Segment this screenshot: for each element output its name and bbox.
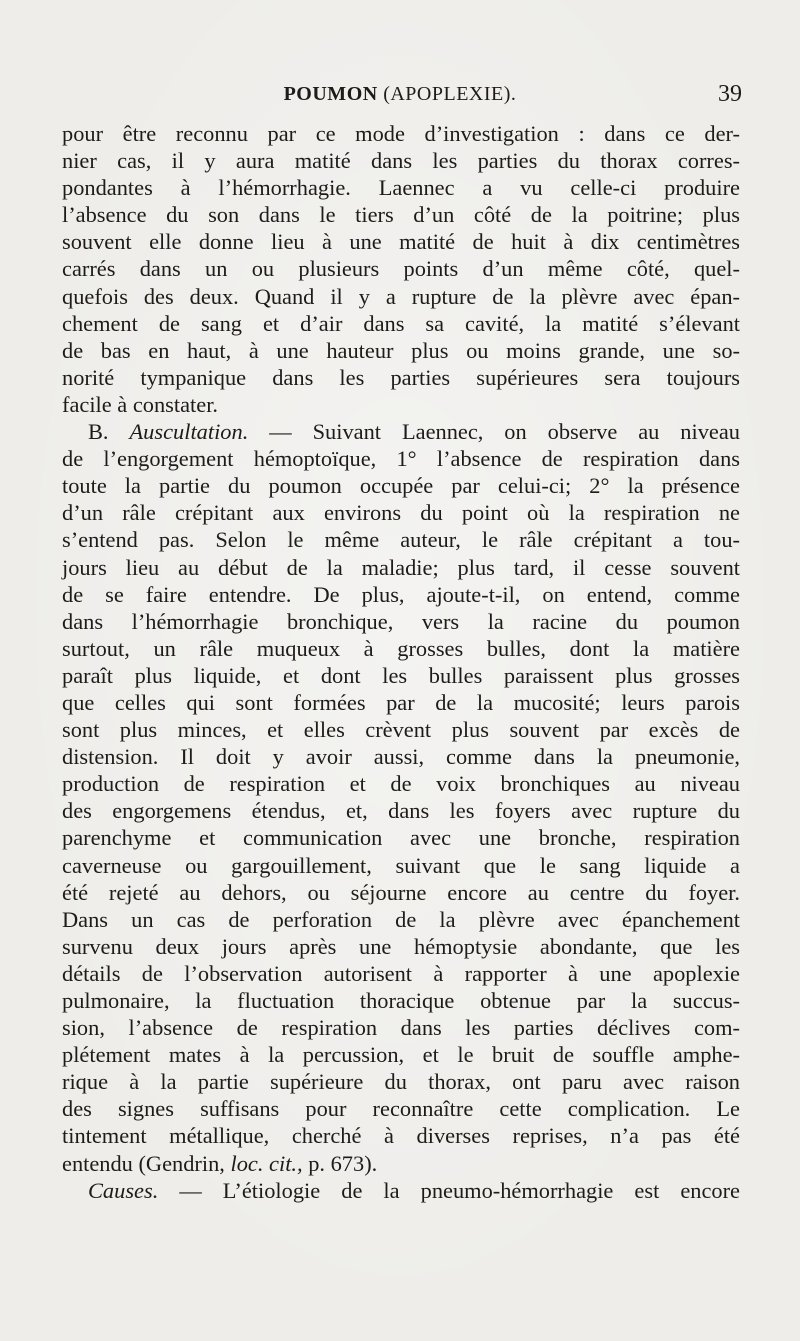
section-heading-causes: Causes. (88, 1177, 159, 1203)
text-line: de se faire entendre. De plus, ajoute-t-il, on entend, comme (62, 581, 740, 607)
text-line: pulmonaire, la fluctuation thoracique obtenue par la succus- (62, 988, 740, 1013)
text-line: chement de sang et d’air dans sa cavité, la matité s’élevant (62, 310, 740, 336)
text-line: parenchyme et communication avec une bronche, respiration (62, 825, 740, 851)
text-line: dans l’hémorrhagie bronchique, vers la racine du poumon (62, 608, 740, 634)
text-line: surtout, un râle muqueux à grosses bulles, dont la matière (62, 635, 740, 661)
body-text (62, 120, 740, 1204)
text-line: l’absence du son dans le tiers d’un côté de la poitrine; plus (62, 202, 740, 228)
text-line: tintement métallique, cherché à diverses reprises, n’a pas été (62, 1123, 740, 1149)
text-line: sont plus minces, et elles crèvent plus souvent par excès de (62, 717, 740, 743)
text-line: distension. Il doit y avoir aussi, comme dans la pneumonie, (62, 744, 740, 770)
paragraph-auscultation (62, 418, 740, 1177)
text-line: nier cas, il y aura matité dans les parties du thorax corres- (62, 148, 740, 174)
text-line: des engorgemens étendus, et, dans les foyers avec rupture du (62, 798, 740, 824)
text-line (62, 1177, 740, 1204)
text-line (62, 1150, 740, 1177)
text-line: facile à constater. (62, 391, 219, 417)
paragraph-continuation (62, 120, 740, 418)
text-line: pondantes à l’hémorrhagie. Laennec a vu celle-ci produire (62, 175, 740, 201)
section-heading-auscultation: Auscultation. (129, 419, 249, 445)
text-line: de bas en haut, à une hauteur plus ou moins grande, une so- (62, 337, 740, 363)
text-run: — Suivant Laennec, on observe au niveau (248, 419, 740, 445)
running-title (0, 83, 800, 106)
text-line: caverneuse ou gargouillement, suivant que le sang liquide a (62, 852, 740, 878)
text-line: souvent elle donne lieu à une matité de huit à dix centimètres (62, 229, 740, 255)
text-line: carrés dans un ou plusieurs points d’un même côté, quel- (62, 256, 740, 282)
text-line: détails de l’observation autorisent à rapporter à une apoplexie (62, 960, 740, 986)
text-run: p. 673). (302, 1150, 378, 1176)
text-line: paraît plus liquide, et dont les bulles paraissent plus grosses (62, 662, 740, 688)
running-title-subtitle: (APOPLEXIE). (383, 83, 517, 105)
text-line: été rejeté au dehors, ou séjourne encore au centre du foyer. (62, 879, 740, 905)
running-head (0, 83, 800, 113)
text-run: — L’étiologie de la pneumo-hémorrhagie est encore (158, 1177, 740, 1203)
text-line: quefois des deux. Quand il y a rupture de la plèvre avec épan- (62, 283, 740, 309)
text-line: de l’engorgement hémoptoïque, 1° l’absence de respiration dans (62, 446, 740, 472)
text-line: production de respiration et de voix bronchiques au niveau (62, 771, 740, 797)
text-line: des signes suffisans pour reconnaître cette complication. Le (62, 1096, 740, 1122)
text-line: pour être reconnu par ce mode d’investigation : dans ce der- (62, 121, 740, 146)
text-line: Dans un cas de perforation de la plèvre avec épanchement (62, 906, 740, 932)
paragraph-lines (62, 445, 740, 1149)
page-number: 39 (718, 81, 742, 107)
running-title-main: POUMON (283, 83, 378, 105)
text-line: sion, l’absence de respiration dans les parties déclives com- (62, 1015, 740, 1041)
paragraph-causes (62, 1177, 740, 1204)
text-line: rique à la partie supérieure du thorax, ont paru avec raison (62, 1069, 740, 1095)
text-line: plétement mates à la percussion, et le bruit de souffle amphe- (62, 1042, 740, 1068)
text-line: toute la partie du poumon occupée par celui-ci; 2° la présence (62, 473, 740, 499)
text-line (62, 418, 740, 445)
text-line: d’un râle crépitant aux environs du point où la respiration ne (62, 500, 740, 526)
text-line: survenu deux jours après une hémoptysie abondante, que les (62, 933, 740, 959)
section-letter: B. (88, 419, 109, 445)
text-line: que celles qui sont formées par de la mucosité; leurs parois (62, 689, 740, 715)
text-line: jours lieu au début de la maladie; plus tard, il cesse souvent (62, 554, 740, 580)
text-line: norité tympanique dans les parties supérieures sera toujours (62, 364, 740, 390)
text-line: s’entend pas. Selon le même auteur, le râle crépitant a tou- (62, 527, 740, 553)
citation-italic: loc. cit., (230, 1150, 303, 1176)
text-run: entendu (Gendrin, (62, 1150, 231, 1176)
